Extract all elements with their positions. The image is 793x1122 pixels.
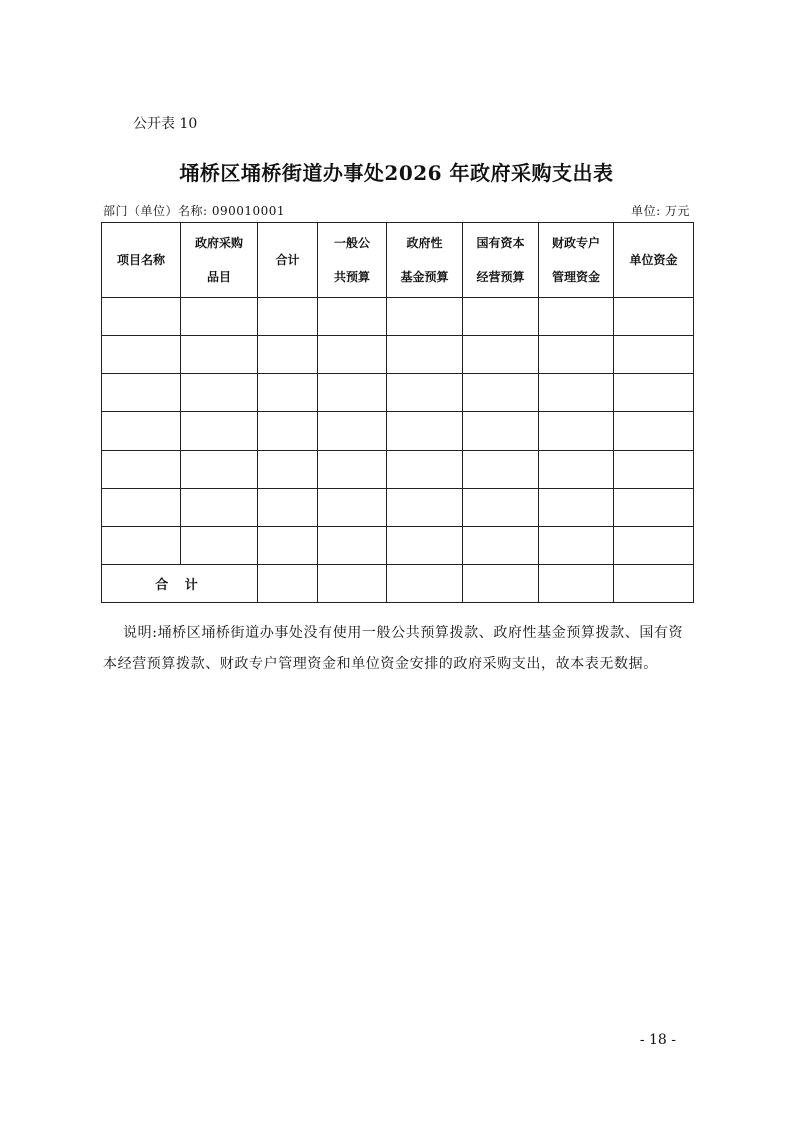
table-cell xyxy=(463,526,539,564)
table-cell xyxy=(614,412,694,450)
col-header-total: 合计 xyxy=(258,223,318,298)
table-cell xyxy=(614,450,694,488)
table-cell xyxy=(318,526,387,564)
table-cell xyxy=(387,374,463,412)
table-cell xyxy=(258,450,318,488)
table-cell xyxy=(387,336,463,374)
table-cell xyxy=(463,450,539,488)
table-row xyxy=(102,298,694,336)
col-header-special-account: 财政专户 管理资金 xyxy=(539,223,614,298)
table-cell xyxy=(539,488,614,526)
page-number: - 18 - xyxy=(639,1032,676,1048)
table-cell xyxy=(539,564,614,602)
department-label: 部门（单位）名称: 090010001 xyxy=(103,204,286,218)
table-cell xyxy=(258,564,318,602)
table-row xyxy=(102,412,694,450)
total-label: 合 计 xyxy=(102,564,258,602)
table-cell xyxy=(614,564,694,602)
col-header-unit-funds: 单位资金 xyxy=(614,223,694,298)
unit-label: 单位: 万元 xyxy=(631,204,690,218)
table-cell xyxy=(614,526,694,564)
table-cell xyxy=(539,412,614,450)
table-cell xyxy=(539,336,614,374)
table-cell xyxy=(318,412,387,450)
table-cell xyxy=(181,412,258,450)
table-cell xyxy=(318,374,387,412)
table-cell xyxy=(102,488,181,526)
col-header-general-budget: 一般公 共预算 xyxy=(318,223,387,298)
table-cell xyxy=(463,488,539,526)
page-title: 埇桥区埇桥街道办事处2026 年政府采购支出表 xyxy=(179,161,614,185)
table-cell xyxy=(387,450,463,488)
table-cell xyxy=(387,564,463,602)
col-header-procurement-item: 政府采购 品目 xyxy=(181,223,258,298)
table-cell xyxy=(614,374,694,412)
table-cell xyxy=(539,374,614,412)
table-cell xyxy=(318,450,387,488)
table-cell xyxy=(181,488,258,526)
table-cell xyxy=(463,564,539,602)
table-cell xyxy=(258,374,318,412)
col-header-project-name: 项目名称 xyxy=(102,223,181,298)
table-cell xyxy=(102,298,181,336)
table-cell xyxy=(181,450,258,488)
table-cell xyxy=(463,336,539,374)
table-cell xyxy=(387,488,463,526)
table-cell xyxy=(614,488,694,526)
table-cell xyxy=(318,336,387,374)
table-row xyxy=(102,526,694,564)
explanation-note: 说明:埇桥区埇桥街道办事处没有使用一般公共预算拨款、政府性基金预算拨款、国有资本经营预算拨款、财政专户管理资金和单位资金安排的政府采购支出，故本表无数据。 xyxy=(103,625,684,672)
table-cell xyxy=(318,298,387,336)
table-cell xyxy=(539,526,614,564)
table-cell xyxy=(258,412,318,450)
table-cell xyxy=(258,336,318,374)
table-cell xyxy=(258,298,318,336)
table-cell xyxy=(318,488,387,526)
table-cell xyxy=(387,412,463,450)
table-cell xyxy=(463,412,539,450)
table-header-row xyxy=(102,223,694,298)
col-header-fund-budget: 政府性 基金预算 xyxy=(387,223,463,298)
table-row xyxy=(102,488,694,526)
table-cell xyxy=(318,564,387,602)
table-cell xyxy=(539,450,614,488)
table-total-row xyxy=(102,564,694,602)
table-cell xyxy=(102,336,181,374)
table-cell xyxy=(181,374,258,412)
table-cell xyxy=(181,526,258,564)
table-cell xyxy=(614,298,694,336)
table-cell xyxy=(258,526,318,564)
table-row xyxy=(102,336,694,374)
table-row xyxy=(102,374,694,412)
table-cell xyxy=(181,336,258,374)
table-cell xyxy=(387,526,463,564)
table-cell xyxy=(102,526,181,564)
table-cell xyxy=(614,336,694,374)
table-cell xyxy=(102,412,181,450)
col-header-state-capital: 国有资本 经营预算 xyxy=(463,223,539,298)
table-cell xyxy=(102,450,181,488)
table-row xyxy=(102,450,694,488)
table-cell xyxy=(102,374,181,412)
table-tag: 公开表 10 xyxy=(133,116,198,132)
table-cell xyxy=(539,298,614,336)
table-cell xyxy=(463,374,539,412)
table-cell xyxy=(387,298,463,336)
table-cell xyxy=(181,298,258,336)
procurement-table xyxy=(101,222,694,603)
table-cell xyxy=(258,488,318,526)
table-cell xyxy=(463,298,539,336)
